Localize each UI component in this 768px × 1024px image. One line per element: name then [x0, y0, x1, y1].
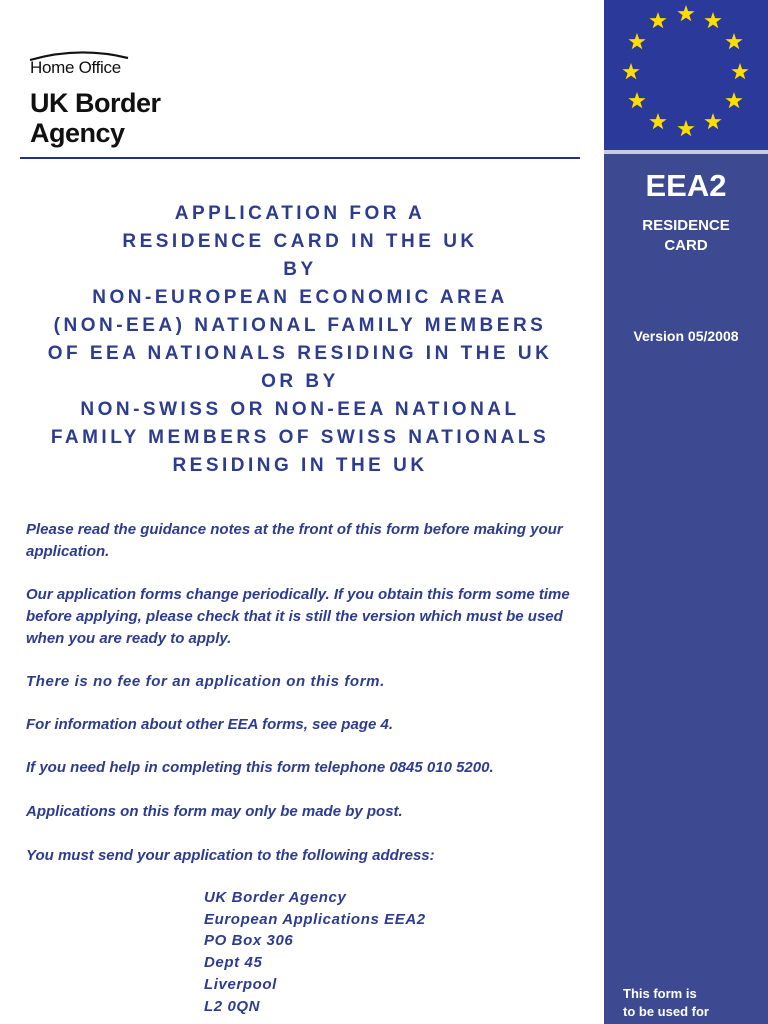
form-title: [0, 200, 600, 480]
sidebar-divider: [604, 150, 768, 154]
form-code: EEA2: [645, 168, 727, 203]
guidance-note-paragraph: Please read the guidance notes at the front of this form before making your application.: [26, 521, 563, 560]
header-divider: [20, 157, 580, 159]
usage-note: [623, 985, 709, 1021]
address-line: PO Box 306: [204, 932, 294, 950]
usage-note-line: to be used for: [623, 1004, 709, 1019]
address-line: Liverpool: [204, 975, 277, 993]
title-line: OF EEA NATIONALS RESIDING IN THE UK: [47, 343, 553, 364]
right-sidebar: [604, 0, 768, 1024]
title-line: RESIDING IN THE UK: [172, 455, 428, 476]
address-line: L2 0QN: [204, 997, 261, 1015]
other-forms-paragraph: For information about other EEA forms, see page 4.: [26, 716, 393, 733]
title-line: (NON-EEA) NATIONAL FAMILY MEMBERS: [53, 315, 547, 336]
title-line: NON-EUROPEAN ECONOMIC AREA: [92, 287, 508, 308]
address-line: Dept 45: [204, 954, 263, 972]
eu-flag-icon: [604, 0, 768, 150]
title-line: APPLICATION FOR A: [174, 203, 426, 224]
post-only-paragraph: Applications on this form may only be made by post.: [26, 803, 403, 820]
version-note-paragraph: Our application forms change periodically. If you obtain this form some time before applying, please check that it is still the version which must be used when you are ready to apply.: [26, 586, 570, 647]
title-line: FAMILY MEMBERS OF SWISS NATIONALS: [50, 427, 550, 448]
uk-border-agency-logo: [28, 48, 228, 148]
helpline-paragraph: If you need help in completing this form telephone 0845 010 5200.: [26, 759, 494, 776]
send-address-paragraph: You must send your application to the following address:: [26, 847, 435, 864]
usage-note-line: This form is: [623, 986, 697, 1001]
card-type-line: CARD: [664, 237, 708, 254]
agency-name-line-2: Agency: [30, 118, 125, 148]
card-type-line: RESIDENCE: [642, 217, 730, 234]
title-line: RESIDENCE CARD IN THE UK: [122, 231, 478, 252]
postal-address: [204, 887, 426, 1017]
title-line: NON-SWISS OR NON-EEA NATIONAL: [80, 399, 520, 420]
department-name: Home Office: [30, 58, 121, 77]
title-line: OR BY: [261, 371, 339, 392]
fee-note-paragraph: There is no fee for an application on this form.: [26, 673, 385, 690]
address-line: UK Border Agency: [204, 889, 347, 906]
agency-name-line-1: UK Border: [30, 88, 161, 118]
address-line: European Applications EEA2: [204, 910, 426, 928]
title-line: BY: [283, 259, 317, 280]
card-type-label: [604, 216, 768, 256]
form-version: Version 05/2008: [633, 328, 739, 344]
